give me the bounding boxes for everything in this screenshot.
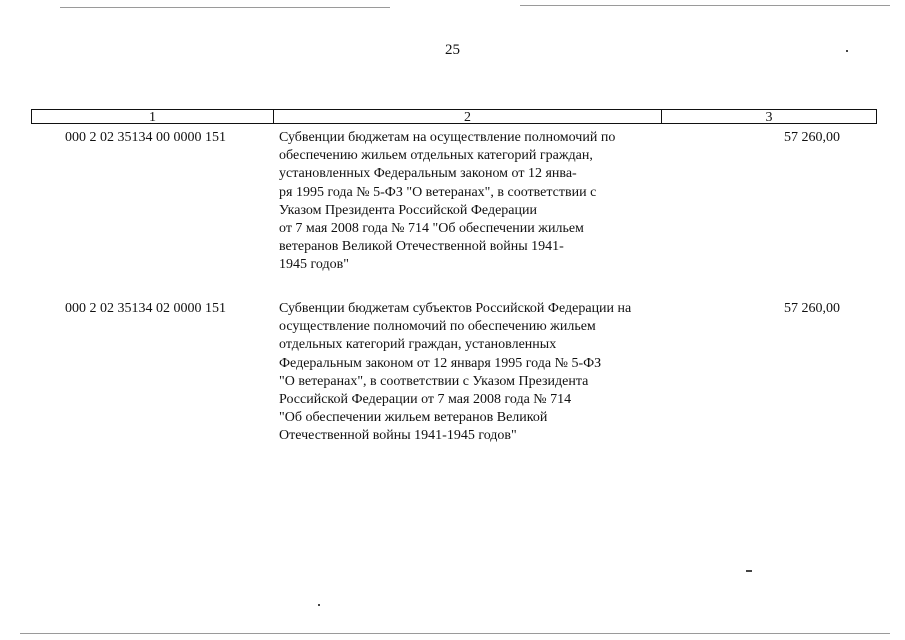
- row-description: [279, 129, 679, 275]
- description-line: "О ветеранах", в соответствии с Указом Президента: [279, 373, 589, 389]
- table-header-col-3: 3: [765, 110, 773, 125]
- page-number: 25: [445, 42, 460, 58]
- amount-value: 57 260,00: [784, 301, 840, 316]
- description-line: установленных Федеральным законом от 12 янва-: [279, 166, 577, 182]
- description-line: от 7 мая 2008 года № 714 "Об обеспечении жильем: [279, 221, 584, 237]
- description-line: обеспечению жильем отдельных категорий граждан,: [279, 148, 593, 164]
- budget-code: 000 2 02 35134 00 0000 151: [65, 130, 226, 145]
- description-line: отдельных категорий граждан, установленных: [279, 337, 557, 353]
- scan-artifact-top: [60, 7, 390, 8]
- description-line: Указом Президента Российской Федерации: [279, 202, 537, 218]
- description-line: "Об обеспечении жильем ветеранов Великой: [279, 410, 548, 426]
- scan-speck: [746, 570, 752, 572]
- description-line: ря 1995 года № 5-ФЗ "О ветеранах", в соответствии с: [279, 184, 597, 200]
- description-line: Федеральным законом от 12 января 1995 года № 5-ФЗ: [279, 355, 602, 371]
- amount-value: 57 260,00: [784, 130, 840, 145]
- description-line: Субвенции бюджетам субъектов Российской Федерации на: [279, 301, 632, 316]
- description-line: 1945 годов": [279, 257, 349, 273]
- table-header-col-1: 1: [32, 110, 274, 123]
- description-line: ветеранов Великой Отечественной войны 1941-: [279, 239, 564, 255]
- scan-artifact-bottom: [20, 633, 890, 634]
- description-line: осуществление полномочий по обеспечению жильем: [279, 319, 596, 335]
- scan-artifact-top-right: [520, 5, 890, 6]
- description-line: Субвенции бюджетам на осуществление полномочий по: [279, 130, 616, 145]
- row-description: [279, 300, 679, 446]
- description-line: Отечественной войны 1941-1945 годов": [279, 428, 517, 444]
- scan-speck: [318, 604, 320, 606]
- table-header-row: [31, 109, 877, 124]
- description-line: Российской Федерации от 7 мая 2008 года № 714: [279, 392, 572, 408]
- budget-code: 000 2 02 35134 02 0000 151: [65, 301, 226, 316]
- table-header-col-2: 2: [274, 110, 662, 123]
